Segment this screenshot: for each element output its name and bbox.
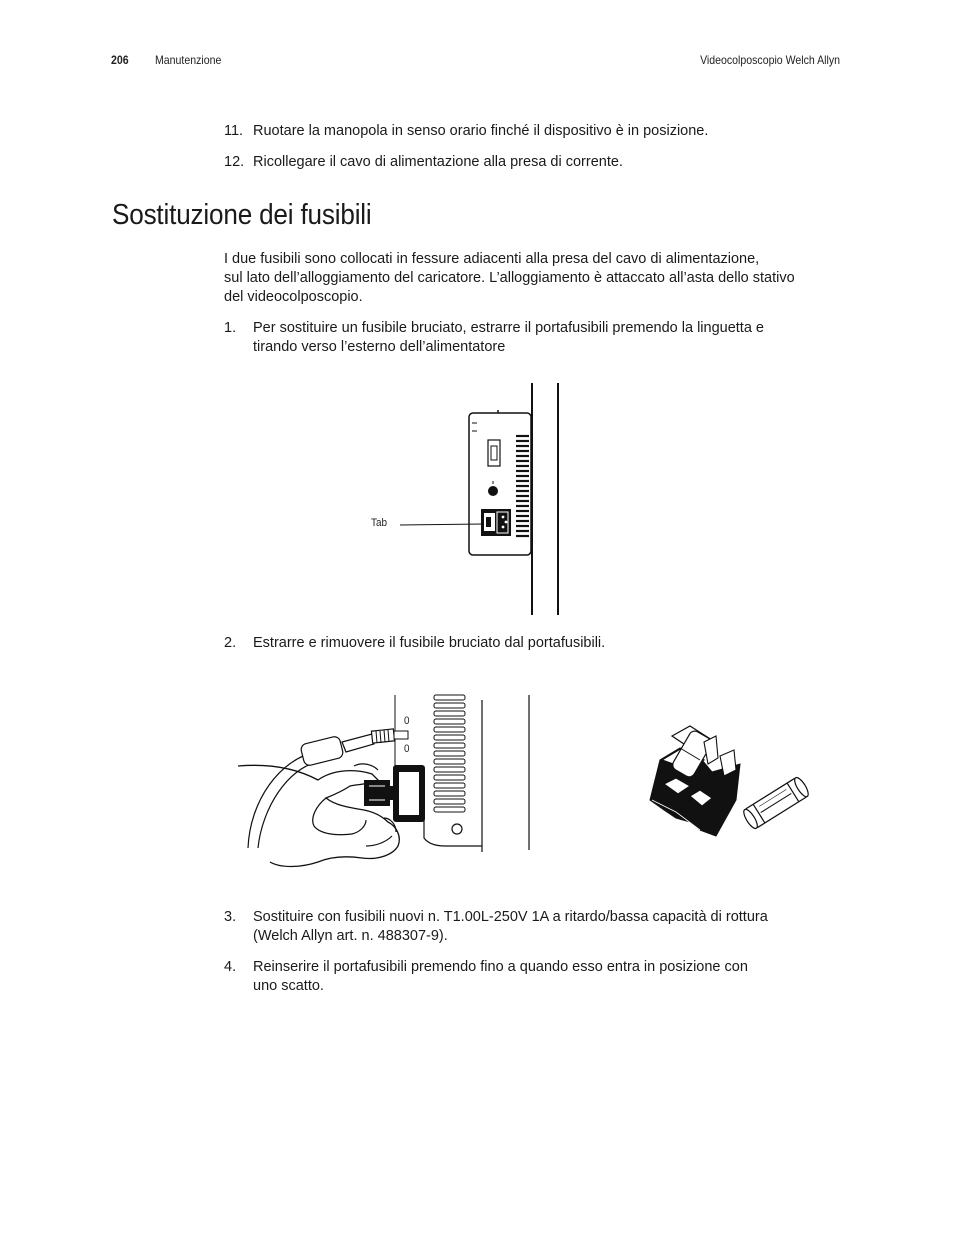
step-number: 12. bbox=[224, 154, 245, 170]
step-number: 4. bbox=[224, 959, 237, 975]
switch-mark: 0 bbox=[404, 743, 410, 755]
step-text-line-2: (Welch Allyn art. n. 488307-9). bbox=[253, 928, 448, 944]
intro-line-1: I due fusibili sono collocati in fessure adiacenti alla presa del cavo di alimentazione, bbox=[224, 251, 760, 267]
header-section: Manutenzione bbox=[155, 53, 222, 67]
header-manual-title: Videocolposcopio Welch Allyn bbox=[700, 53, 840, 67]
step-text-line-2: uno scatto. bbox=[253, 978, 324, 994]
step-text: Ruotare la manopola in senso orario finché il dispositivo è in posizione. bbox=[253, 123, 709, 139]
step-text: Ricollegare il cavo di alimentazione alla presa di corrente. bbox=[253, 154, 623, 170]
section-title: Sostituzione dei fusibili bbox=[112, 199, 372, 231]
intro-line-2: sul lato dell’alloggiamento del caricatore. L’alloggiamento è attaccato all’asta dello stativo bbox=[224, 270, 795, 286]
step-number: 11. bbox=[224, 123, 244, 139]
step-text-line-2: tirando verso l’esterno dell’alimentatore bbox=[253, 339, 506, 355]
step-number: 3. bbox=[224, 909, 237, 925]
step-text-line-1: Reinserire il portafusibili premendo fino a quando esso entra in posizione con bbox=[253, 959, 748, 975]
switch-mark: 0 bbox=[404, 715, 410, 727]
page-number: 206 bbox=[111, 53, 129, 67]
tab-callout-label: Tab bbox=[371, 517, 387, 529]
step-number: 2. bbox=[224, 635, 237, 651]
step-text: Estrarre e rimuovere il fusibile bruciato dal portafusibili. bbox=[253, 635, 606, 651]
step-number: 1. bbox=[224, 320, 237, 336]
step-text-line-1: Sostituire con fusibili nuovi n. T1.00L-250V 1A a ritardo/bassa capacità di rottura bbox=[253, 909, 768, 925]
step-text-line-1: Per sostituire un fusibile bruciato, estrarre il portafusibili premendo la linguetta e bbox=[253, 320, 764, 336]
intro-line-3: del videocolposcopio. bbox=[224, 289, 363, 305]
